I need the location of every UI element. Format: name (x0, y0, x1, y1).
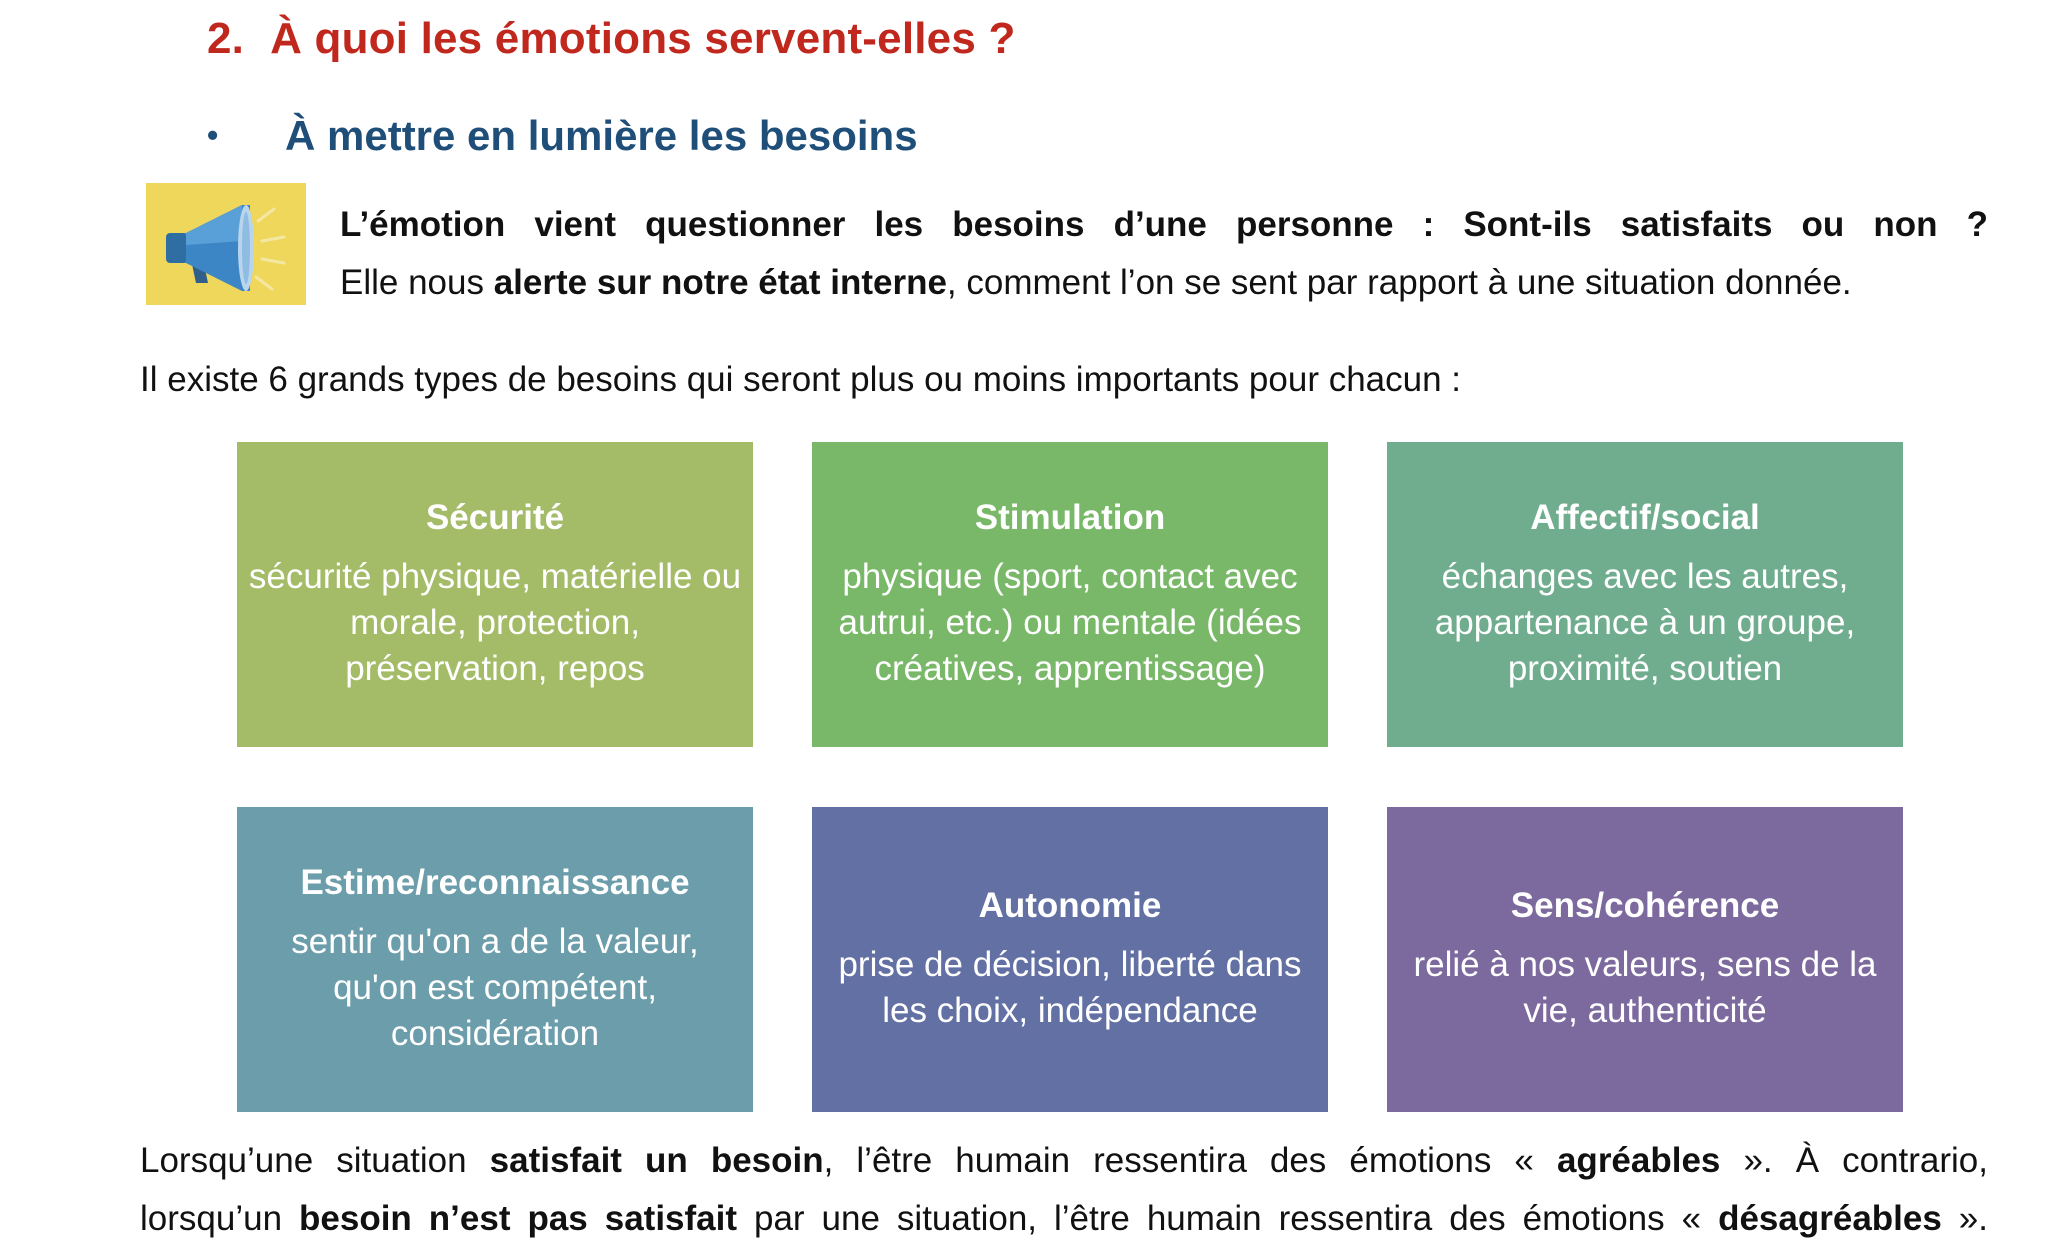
callout-question: L’émotion vient questionner les besoins d’une personne : Sont-ils satisfaits ou non ? (340, 205, 1988, 244)
need-card-stimulation (812, 442, 1328, 747)
need-description: physique (sport, contact avec autrui, etc.) ou mentale (idées créatives, apprentissage) (838, 556, 1302, 688)
need-card-estime-reconnaissance (237, 807, 753, 1112)
section-heading (207, 14, 1016, 64)
megaphone-icon (146, 183, 306, 305)
intro-paragraph: Il existe 6 grands types de besoins qui seront plus ou moins importants pour chacun : (140, 360, 1462, 399)
need-description: sentir qu'on a de la valeur, qu'on est compétent, considération (291, 921, 699, 1053)
subsection-title: À mettre en lumière les besoins (285, 112, 918, 159)
need-description: sécurité physique, matérielle ou morale, protection, préservation, repos (248, 556, 742, 688)
need-title: Sens/cohérence (1510, 885, 1780, 925)
section-title: À quoi les émotions servent-elles ? (270, 14, 1016, 63)
need-title: Affectif/social (1530, 497, 1760, 537)
need-title: Stimulation (974, 497, 1166, 537)
need-card-autonomie (812, 807, 1328, 1112)
need-description: prise de décision, liberté dans les choix, indépendance (838, 944, 1302, 1030)
need-title: Estime/reconnaissance (300, 862, 690, 902)
subsection-heading (207, 112, 918, 160)
bullet-icon: • (207, 117, 219, 153)
need-card-affectif-social (1387, 442, 1903, 747)
need-title: Sécurité (425, 497, 565, 537)
need-description: échanges avec les autres, appartenance à un groupe, proximité, soutien (1434, 556, 1856, 688)
need-card-securite (237, 442, 753, 747)
need-description: relié à nos valeurs, sens de la vie, authenticité (1413, 944, 1877, 1030)
callout-explanation: Elle nous alerte sur notre état interne, comment l’on se sent par rapport à une situation donnée. (340, 263, 1852, 302)
need-card-sens-coherence (1387, 807, 1903, 1112)
callout-text (340, 196, 1988, 312)
need-title: Autonomie (978, 885, 1162, 925)
conclusion-paragraph (140, 1132, 1988, 1248)
conclusion-line-1: Lorsqu’une situation satisfait un besoin, l’être humain ressentira des émotions « agréables ». À contrario, (140, 1141, 1988, 1180)
section-number: 2. (207, 14, 245, 63)
conclusion-line-2: lorsqu’un besoin n’est pas satisfait par une situation, l’être humain ressentira des émotions « désagréables ». (140, 1199, 1988, 1238)
needs-grid (237, 442, 1903, 1112)
